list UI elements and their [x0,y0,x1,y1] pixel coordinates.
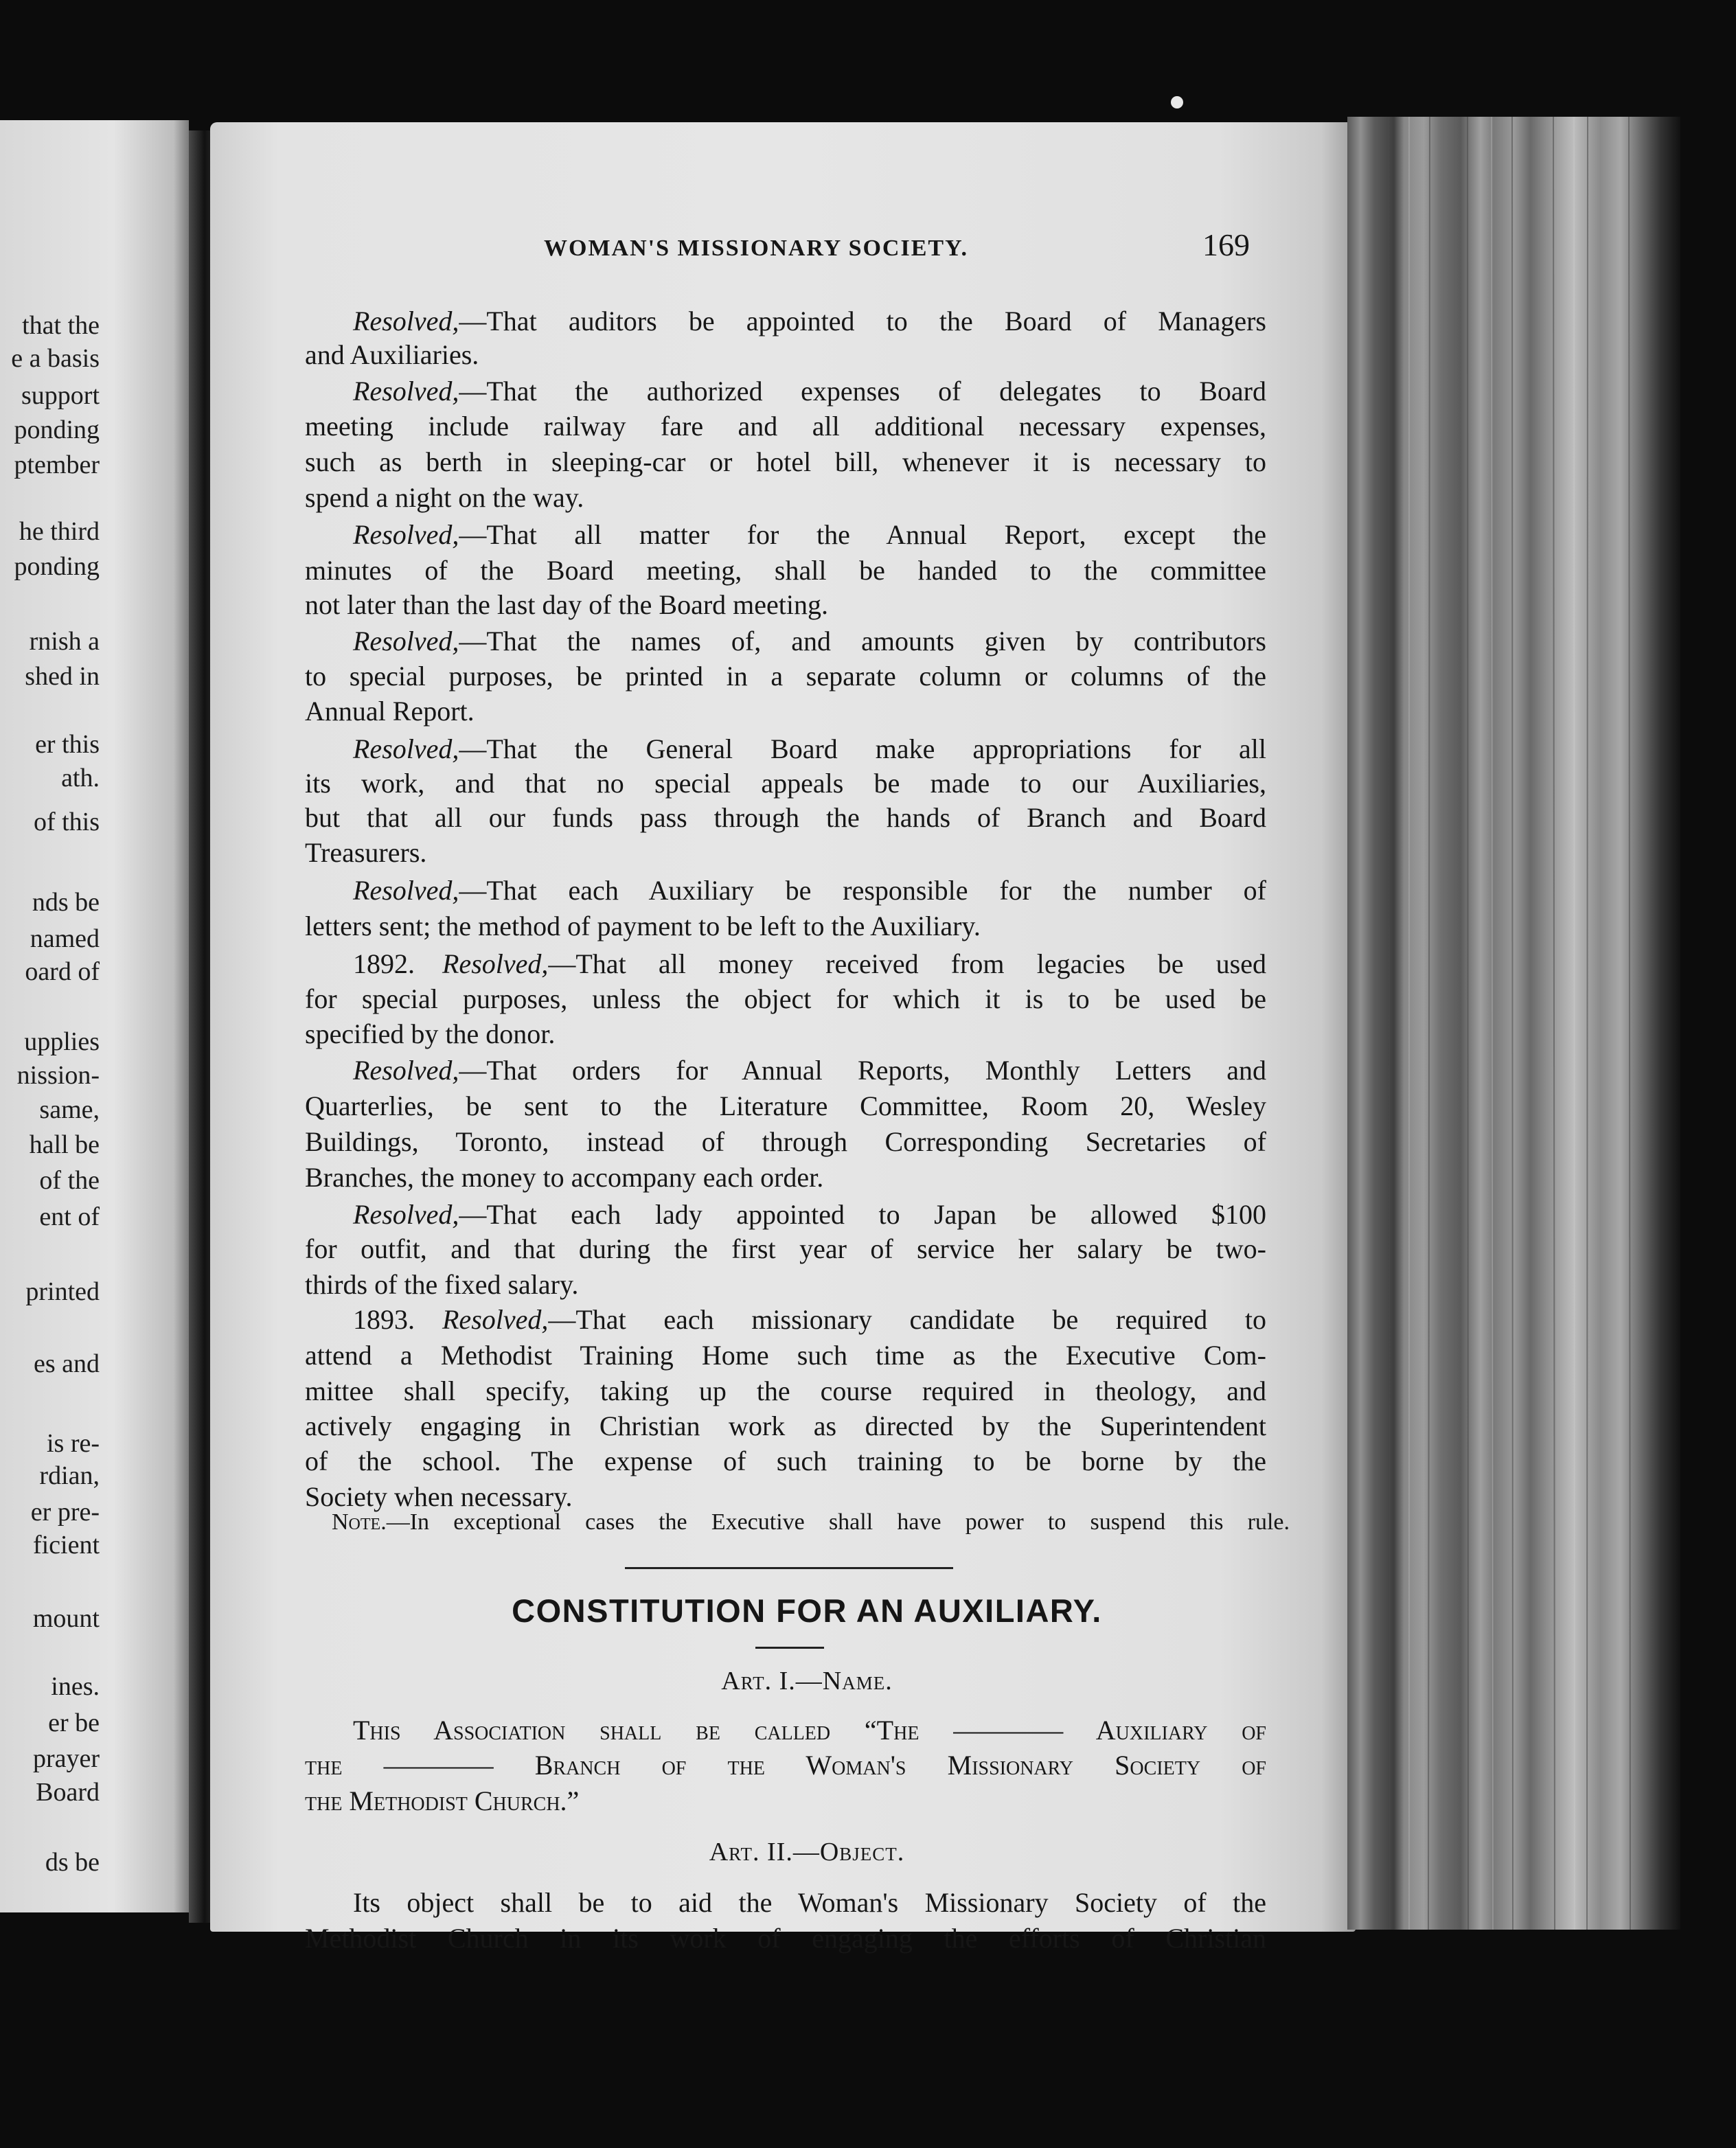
left-page-fragment: es and [33,1349,100,1378]
left-page-fragment: er this [35,730,100,759]
title-underline [755,1647,824,1649]
line-text: —That all matter for the Annual Report, except the [459,519,1266,550]
body-line [353,1199,1266,1231]
line-text: Treasurers. [305,837,427,868]
left-page-fragment: nission- [16,1061,100,1090]
line-text: for special purposes, unless the object for which it is to be used be [305,983,1266,1014]
left-page-fragment: oard of [25,957,100,986]
body-line [305,1410,1266,1442]
line-text: —That orders for Annual Reports, Monthly Letters and [459,1055,1266,1086]
line-text: —That each lady appointed to Japan be allowed $100 [459,1199,1266,1230]
article-1-line: the Methodist Church.” [305,1785,580,1816]
line-text: to special purposes, be printed in a separate column or columns of the [305,661,1266,692]
body-line [305,589,1266,621]
line-text: for outfit, and that during the first year of service her salary be two- [305,1233,1266,1264]
line-text: meeting include railway fare and all additional necessary expenses, [305,411,1266,442]
left-page-fragment: ath. [61,764,100,792]
note-label: Note. [332,1509,387,1535]
body-line [305,802,1266,834]
body-line [305,1233,1266,1265]
article-1-line: the ———— Branch of the Woman's Missionary Society of [305,1750,1266,1781]
resolved-label: Resolved, [353,519,459,550]
body-line [305,411,1266,442]
line-text: its work, and that no special appeals be made to our Auxiliaries, [305,768,1266,799]
body-line [305,1126,1266,1158]
left-page-fragment: he third [19,517,100,546]
page-block-edge [1347,117,1680,1930]
body-line [353,626,1266,657]
body-line [353,948,1266,980]
line-text: thirds of the fixed salary. [305,1269,579,1300]
left-page-fragment: e a basis [11,344,100,373]
body-line [305,1090,1266,1122]
left-page-fragment: prayer [32,1744,100,1773]
line-text: actively engaging in Christian work as directed by the Superintendent [305,1410,1266,1441]
body-line [305,1340,1266,1371]
line-text: Quarterlies, be sent to the Literature Committee, Room 20, Wesley [305,1090,1266,1121]
line-text: Annual Report. [305,696,475,727]
resolved-label: Resolved, [353,306,459,336]
line-text: minutes of the Board meeting, shall be handed to the committee [305,555,1266,586]
line-text: —That the authorized expenses of delegates to Board [459,376,1266,407]
line-text: —That the names of, and amounts given by contributors [459,626,1266,656]
body-line [353,875,1266,906]
running-head: WOMAN'S MISSIONARY SOCIETY. [544,236,969,261]
left-page-fragment: nds be [32,888,100,917]
page-number: 169 [1202,227,1250,262]
page-edge-texture [1347,117,1680,1930]
line-text: letters sent; the method of payment to be left to the Auxiliary. [305,911,981,941]
resolved-label: Resolved, [353,626,459,656]
section-title: CONSTITUTION FOR AN AUXILIARY. [512,1592,1102,1629]
resolved-label: Resolved, [353,1199,459,1230]
left-page-fragment: hall be [29,1130,100,1159]
line-text: —That auditors be appointed to the Board of Managers [459,306,1266,336]
body-line [305,446,1266,478]
body-line [305,696,1266,727]
body-line [305,482,1266,514]
article-1-line: This Association shall be called “The ———— Auxiliary of [353,1715,1266,1746]
body-line [305,661,1266,692]
line-text: —That all money received from legacies be used [548,948,1266,979]
body-line [305,911,1266,942]
left-page-fragment: printed [25,1277,100,1306]
resolved-label: Resolved, [353,376,459,407]
left-page-fragment: shed in [25,662,100,691]
body-line [305,983,1266,1015]
left-page-fragment: is re- [46,1429,100,1458]
body-line [305,555,1266,586]
body-line [305,339,1266,371]
body-line [353,733,1266,765]
article-2-heading: Art. II.—Object. [709,1838,905,1866]
line-text: Buildings, Toronto, instead of through Corresponding Secretaries of [305,1126,1266,1157]
left-page-fragment: Board [36,1778,100,1807]
line-text: Branches, the money to accompany each order. [305,1162,824,1193]
note-text: —In exceptional cases the Executive shall have power to suspend this rule. [386,1509,1290,1535]
resolved-label: Resolved, [353,875,459,906]
left-page-fragment: ent of [39,1202,100,1231]
left-page-fragment: ds be [45,1848,100,1877]
left-page-fragment: ficient [32,1531,100,1559]
body-line [305,1375,1266,1407]
body-line [353,376,1266,407]
resolved-label: Resolved, [353,733,459,764]
body-line [353,519,1266,551]
article-1-heading: Art. I.—Name. [721,1667,893,1695]
resolved-label: Resolved, [442,1304,549,1335]
article-2-line: Methodist Church in its work of engaging the efforts of Christian [305,1923,1266,1954]
left-page-fragment: upplies [24,1027,100,1056]
line-text: but that all our funds pass through the hands of Branch and Board [305,802,1266,833]
body-line [353,1304,1266,1336]
body-line [305,1018,1266,1050]
line-text: such as berth in sleeping-car or hotel bill, whenever it is necessary to [305,446,1266,477]
line-text: not later than the last day of the Board meeting. [305,589,828,620]
resolved-label: Resolved, [442,948,549,979]
line-text: mittee shall specify, taking up the course required in theology, and [305,1375,1266,1406]
body-line [353,306,1266,337]
year-label: 1892. [353,948,415,979]
left-page-fragment: rnish a [29,627,100,656]
line-text: specified by the donor. [305,1018,556,1049]
line-text: Society when necessary. [305,1481,573,1512]
line-text: —That the General Board make appropriations for all [459,733,1266,764]
left-page-fragment: rdian, [39,1461,100,1490]
paper-speck [1171,96,1183,108]
body-line [305,768,1266,799]
left-page-fragment: of the [39,1166,100,1195]
line-text: of the school. The expense of such training to be borne by the [305,1446,1266,1476]
article-2-line: Its object shall be to aid the Woman's Missionary Society of the [353,1887,1266,1918]
line-text: attend a Methodist Training Home such time as the Executive Com- [305,1340,1266,1371]
body-line [305,1446,1266,1477]
left-page-fragment: ponding [14,415,100,444]
left-page-fragment: that the [22,311,100,340]
body-line [305,1269,1266,1301]
left-page-fragment: mount [32,1604,100,1633]
body-line [305,837,1266,869]
year-label: 1893. [353,1304,415,1335]
left-page-fragment: er be [48,1709,100,1737]
left-page-fragment: er pre- [30,1498,100,1527]
line-text: —That each missionary candidate be required to [548,1304,1266,1335]
line-text: —That each Auxiliary be responsible for the number of [459,875,1266,906]
left-page-fragment: support [21,381,100,410]
body-line [305,1162,1266,1193]
section-rule [625,1567,953,1569]
line-text: spend a night on the way. [305,482,584,513]
left-page-fragment: ines. [51,1672,100,1701]
left-page-fragment: ponding [14,552,100,581]
left-page-fragment: same, [39,1095,100,1124]
left-page-fragment: ptember [14,450,100,479]
left-page-fragment: named [30,924,100,953]
body-line [353,1055,1266,1086]
resolved-label: Resolved, [353,1055,459,1086]
line-text: and Auxiliaries. [305,339,479,370]
note-line [332,1509,1290,1536]
left-page-fragment: of this [33,808,100,836]
